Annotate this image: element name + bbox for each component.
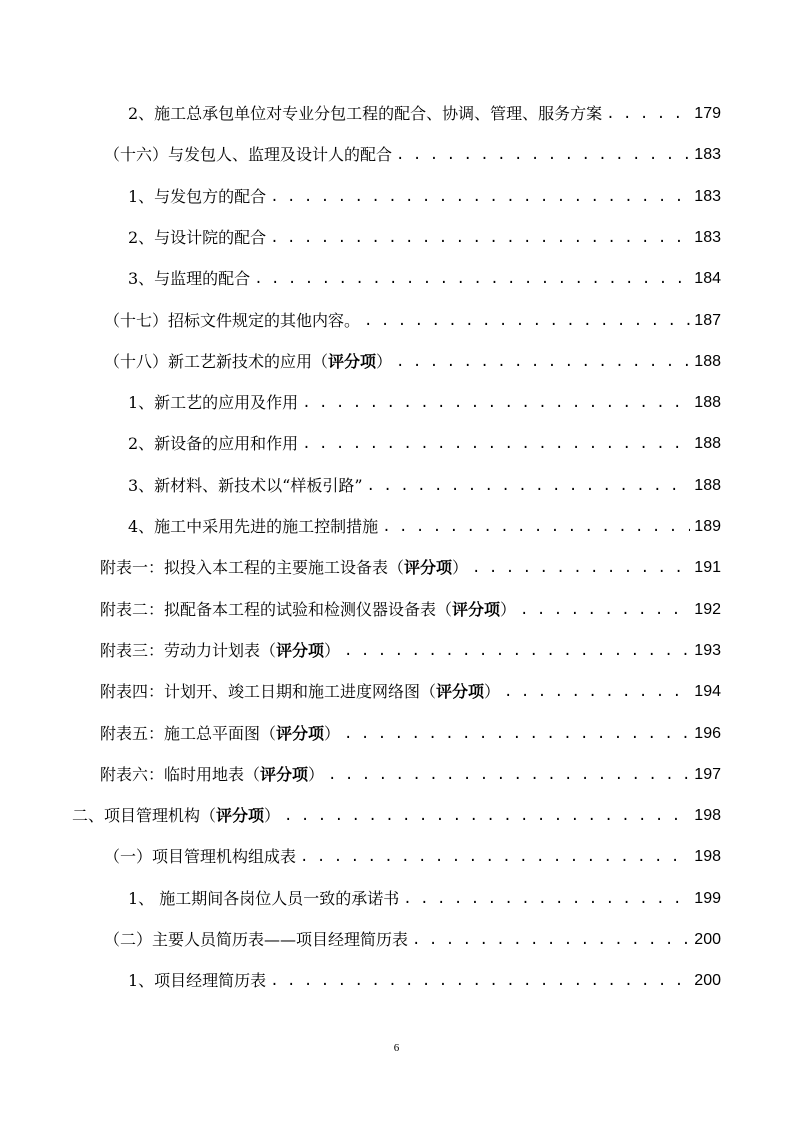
dot-leader bbox=[302, 430, 690, 458]
toc-entry-text: 2、施工总承包单位对专业分包工程的配合、协调、管理、服务方案 bbox=[128, 104, 603, 123]
toc-entry-title bbox=[100, 761, 324, 789]
toc-entry-text: 附表一：拟投入本工程的主要施工设备表（ bbox=[100, 558, 405, 577]
toc-entry-text: 4、施工中采用先进的施工控制措施 bbox=[128, 517, 379, 536]
toc-entry[interactable] bbox=[100, 637, 721, 665]
dot-leader bbox=[364, 307, 690, 335]
toc-entry-title bbox=[128, 224, 266, 252]
toc-entry-text: ） bbox=[500, 600, 517, 619]
toc-entry-text: ） bbox=[452, 558, 469, 577]
toc-page-number: 200 bbox=[694, 972, 721, 989]
scoring-item-label: 评分项 bbox=[276, 641, 325, 660]
dot-leader bbox=[504, 678, 690, 706]
toc-entry-text: 附表二：拟配备本工程的试验和检测仪器设备表（ bbox=[100, 600, 453, 619]
toc-page-number: 199 bbox=[694, 890, 721, 907]
toc-entry[interactable] bbox=[128, 224, 721, 252]
toc-entry-text: 附表三：劳动力计划表（ bbox=[100, 641, 277, 660]
toc-page-number: 198 bbox=[694, 848, 721, 865]
toc-page-number: 183 bbox=[694, 146, 721, 163]
toc-entry-title bbox=[100, 678, 500, 706]
toc-page-number: 198 bbox=[694, 807, 721, 824]
toc-entry-title bbox=[128, 513, 378, 541]
dot-leader bbox=[396, 348, 690, 376]
toc-entry-text: 二、项目管理机构（ bbox=[72, 806, 217, 825]
toc-entry-text: 1、新工艺的应用及作用 bbox=[128, 393, 299, 412]
dot-leader bbox=[367, 472, 691, 500]
toc-entry[interactable] bbox=[100, 761, 721, 789]
scoring-item-label: 评分项 bbox=[216, 806, 265, 825]
dot-leader bbox=[254, 265, 690, 293]
toc-entry-text: ） bbox=[324, 641, 341, 660]
toc-entry-title bbox=[128, 100, 602, 128]
toc-entry-title bbox=[72, 802, 280, 830]
toc-page-number: 188 bbox=[694, 394, 721, 411]
scoring-item-label: 评分项 bbox=[404, 558, 453, 577]
toc-page-number: 184 bbox=[694, 270, 721, 287]
toc-page-number: 194 bbox=[694, 683, 721, 700]
toc-entry-title bbox=[128, 967, 266, 995]
page-number: 6 bbox=[393, 1042, 400, 1054]
toc-page-number: 200 bbox=[694, 931, 721, 948]
scoring-item-label: 评分项 bbox=[452, 600, 501, 619]
dot-leader bbox=[472, 554, 690, 582]
toc-entry-text: ） bbox=[484, 682, 501, 701]
dot-leader bbox=[270, 967, 690, 995]
dot-leader bbox=[270, 224, 690, 252]
toc-entry-title bbox=[104, 348, 392, 376]
dot-leader bbox=[520, 596, 690, 624]
toc-entry-text: （十六）与发包人、监理及设计人的配合 bbox=[104, 145, 393, 164]
toc-page-number: 189 bbox=[694, 518, 721, 535]
toc-entry-title bbox=[104, 843, 296, 871]
toc-entry-text: ） bbox=[308, 765, 325, 784]
toc-entry-title bbox=[128, 389, 298, 417]
dot-leader bbox=[412, 926, 690, 954]
toc-page-number: 196 bbox=[694, 725, 721, 742]
toc-page-number: 188 bbox=[694, 477, 721, 494]
toc-entry-text: （十八）新工艺新技术的应用（ bbox=[104, 352, 329, 371]
scoring-item-label: 评分项 bbox=[260, 765, 309, 784]
toc-entry-title bbox=[100, 720, 340, 748]
toc-entry-text: （二）主要人员简历表——项目经理简历表 bbox=[104, 930, 409, 949]
toc-entry[interactable] bbox=[104, 348, 721, 376]
toc-entry-text: 附表六：临时用地表（ bbox=[100, 765, 261, 784]
dot-leader bbox=[270, 183, 690, 211]
toc-entry-title bbox=[100, 637, 340, 665]
dot-leader bbox=[302, 389, 690, 417]
toc-entry[interactable] bbox=[104, 141, 721, 169]
toc-entry[interactable] bbox=[128, 265, 721, 293]
toc-entry-title bbox=[104, 307, 360, 335]
toc-entry[interactable] bbox=[128, 100, 721, 128]
toc-entry[interactable] bbox=[100, 678, 721, 706]
toc-entry-title bbox=[104, 141, 392, 169]
toc-entry-text: （十七）招标文件规定的其他内容。 bbox=[104, 311, 361, 330]
toc-entry-text: ） bbox=[264, 806, 281, 825]
toc-entry[interactable] bbox=[128, 430, 721, 458]
toc-entry-text: 1、 施工期间各岗位人员一致的承诺书 bbox=[128, 889, 400, 908]
toc-entry-text: 2、与设计院的配合 bbox=[128, 228, 267, 247]
toc-page-number: 188 bbox=[694, 435, 721, 452]
toc-entry[interactable] bbox=[128, 885, 721, 913]
toc-entry-text: 2、新设备的应用和作用 bbox=[128, 434, 299, 453]
dot-leader bbox=[300, 843, 690, 871]
toc-page-number: 188 bbox=[694, 353, 721, 370]
dot-leader bbox=[396, 141, 690, 169]
toc-entry[interactable] bbox=[100, 596, 721, 624]
dot-leader bbox=[344, 637, 690, 665]
toc-page-number: 179 bbox=[694, 105, 721, 122]
toc-entry-title bbox=[104, 926, 408, 954]
toc-entry-title bbox=[128, 430, 298, 458]
dot-leader bbox=[328, 761, 690, 789]
scoring-item-label: 评分项 bbox=[276, 724, 325, 743]
toc-page-number: 183 bbox=[694, 188, 721, 205]
toc-entry[interactable] bbox=[104, 926, 721, 954]
dot-leader bbox=[606, 100, 690, 128]
toc-page-number: 197 bbox=[694, 766, 721, 783]
toc-entry-title bbox=[128, 885, 399, 913]
toc-entry[interactable] bbox=[104, 843, 721, 871]
dot-leader bbox=[284, 802, 690, 830]
toc-page-number: 191 bbox=[694, 559, 721, 576]
toc-page-number: 193 bbox=[694, 642, 721, 659]
toc-entry[interactable] bbox=[100, 554, 721, 582]
toc-entry-text: ） bbox=[376, 352, 393, 371]
scoring-item-label: 评分项 bbox=[328, 352, 377, 371]
toc-entry-text: ） bbox=[324, 724, 341, 743]
toc-entry[interactable] bbox=[128, 967, 721, 995]
toc-page-number: 187 bbox=[694, 312, 721, 329]
toc-entry-text: 3、新材料、新技术以“样板引路” bbox=[128, 476, 363, 495]
toc-entry-title bbox=[128, 472, 363, 500]
toc-entry[interactable] bbox=[72, 802, 721, 830]
toc-entry[interactable] bbox=[104, 307, 721, 335]
dot-leader bbox=[382, 513, 690, 541]
toc-entry-text: 3、与监理的配合 bbox=[128, 269, 251, 288]
toc-entry-text: （一）项目管理机构组成表 bbox=[104, 847, 297, 866]
toc-entry[interactable] bbox=[128, 183, 721, 211]
dot-leader bbox=[344, 720, 690, 748]
scoring-item-label: 评分项 bbox=[436, 682, 485, 701]
toc-entry-text: 附表五：施工总平面图（ bbox=[100, 724, 277, 743]
toc-entry-title bbox=[128, 183, 266, 211]
toc-entry-title bbox=[128, 265, 250, 293]
toc-entry[interactable] bbox=[128, 389, 721, 417]
toc-page-number: 192 bbox=[694, 601, 721, 618]
dot-leader bbox=[403, 885, 690, 913]
toc-entry-text: 1、项目经理简历表 bbox=[128, 971, 267, 990]
toc-entry-text: 1、与发包方的配合 bbox=[128, 187, 267, 206]
toc-entry[interactable] bbox=[128, 513, 721, 541]
toc-entry-title bbox=[100, 554, 468, 582]
toc-entry[interactable] bbox=[128, 472, 721, 500]
toc-entry-title bbox=[100, 596, 516, 624]
toc-page-number: 183 bbox=[694, 229, 721, 246]
toc-entry-text: 附表四：计划开、竣工日期和施工进度网络图（ bbox=[100, 682, 437, 701]
toc-entry[interactable] bbox=[100, 720, 721, 748]
